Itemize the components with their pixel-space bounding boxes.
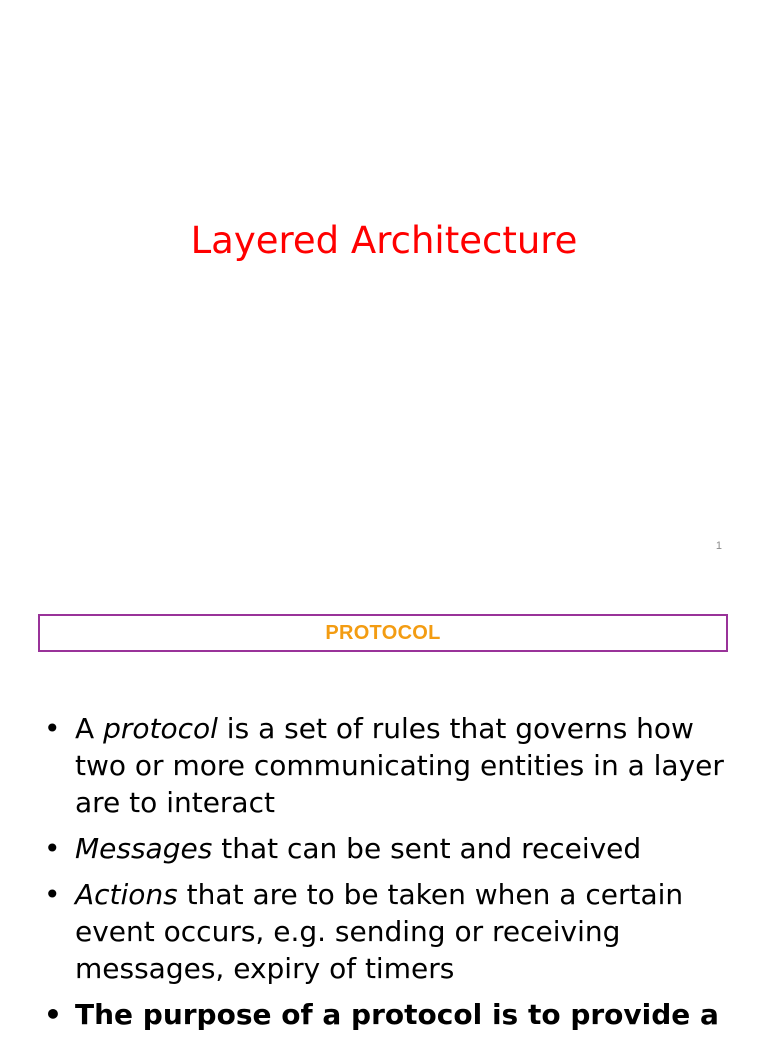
bullet-dot-icon: • bbox=[44, 832, 61, 865]
bullet-item bbox=[40, 830, 730, 867]
bullet-dot-icon: • bbox=[44, 712, 61, 745]
bullet-item bbox=[40, 876, 730, 987]
slide-2 bbox=[0, 584, 768, 1031]
bullet-text: The purpose of a protocol is to provide a bbox=[75, 998, 719, 1031]
bullet-emphasis: Messages bbox=[75, 832, 213, 865]
bullet-text: that are to be taken when a certain event occurs, e.g. sending or receiving messages, expiry of timers bbox=[75, 878, 684, 985]
bullet-item bbox=[40, 996, 730, 1033]
bullet-dot-icon: • bbox=[44, 878, 61, 911]
protocol-heading: PROTOCOL bbox=[325, 621, 441, 644]
bullet-emphasis: Actions bbox=[75, 878, 178, 911]
bullet-prefix: A bbox=[75, 712, 104, 745]
bullet-dot-icon: • bbox=[44, 998, 62, 1031]
slide-title: Layered Architecture bbox=[190, 219, 578, 262]
bullet-list bbox=[40, 710, 730, 1042]
bullet-text: is a set of rules that governs how two or more communicating entities in a layer are to interact bbox=[75, 712, 724, 819]
bullet-text: that can be sent and received bbox=[212, 832, 642, 865]
protocol-heading-box bbox=[38, 614, 728, 652]
bullet-item bbox=[40, 710, 730, 821]
slide-number: 1 bbox=[715, 540, 722, 552]
bullet-emphasis: protocol bbox=[103, 712, 218, 745]
